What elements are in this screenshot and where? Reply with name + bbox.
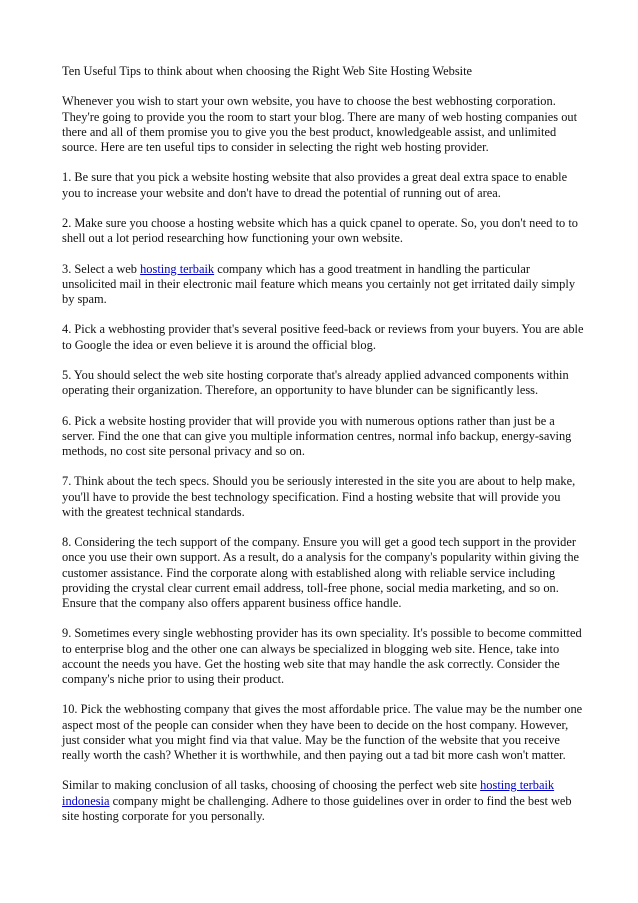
tip-5-paragraph: 5. You should select the web site hosting corporate that's already applied advanced components within operating their organization. Therefore, an opportunity to have blunder can be significantly less. xyxy=(62,367,569,398)
tip-10-paragraph: 10. Pick the webhosting company that gives the most affordable price. The value may be the number one aspect most of the people can consider when they have been to decide on the host company. However, just consider what you might find via that value. May be the function of the website that you receive really worth the cash? Whether it is worthwhile, and then paying out a tad bit more cash won't matter. xyxy=(62,702,583,762)
tip-8-paragraph: 8. Considering the tech support of the company. Ensure you will get a good tech support in the provider once you use their own support. As a result, do a analysis for the company's popularity within giving the customer assistance. Find the corporate along with established along with reliable service including providing the crystal clear current email address, toll-free phone, social media marketing, and so on. Ensure that the company also offers apparent business office handle. xyxy=(62,535,580,610)
tip-9-paragraph: 9. Sometimes every single webhosting provider has its own speciality. It's possible to become committed to enterprise blog and the other one can always be specialized in blogging web site. Hence, take into account the needs you have. Get the hosting web site that may handle the ask correctly. Consider the company's niche prior to using their product. xyxy=(62,626,582,686)
hosting-terbaik-indonesia-link[interactable]: hosting terbaik indonesia xyxy=(62,778,555,808)
document-title: Ten Useful Tips to think about when choosing the Right Web Site Hosting Website xyxy=(62,64,473,78)
tip-3-text-after: company which has a good treatment in handling the particular unsolicited mail in their electronic mail feature which means you certainly not get irritated daily simply by spam. xyxy=(62,261,576,306)
conclusion-text-after: company might be challenging. Adhere to those guidelines over in order to find the best web site hosting corporate for you personally. xyxy=(62,793,572,823)
tip-2-paragraph: 2. Make sure you choose a hosting website which has a quick cpanel to operate. So, you don't need to to shell out a lot period researching how functioning your own website. xyxy=(62,215,578,246)
tip-1-paragraph: 1. Be sure that you pick a website hosting website that also provides a great deal extra space to enable you to increase your website and don't have to dread the potential of running out of area. xyxy=(62,170,568,200)
tip-4-paragraph: 4. Pick a webhosting provider that's several positive feed-back or reviews from your buyers. You are able to Google the idea or even believe it is around the official blog. xyxy=(62,322,584,352)
tip-3-text-before: 3. Select a web xyxy=(62,261,141,276)
tip-6-paragraph: 6. Pick a website hosting provider that will provide you with numerous options rather than just be a server. Find the one that can give you multiple information centres, normal info backup, energy-saving methods, no cost site personal privacy and so on. xyxy=(62,413,572,458)
conclusion-paragraph xyxy=(62,778,584,824)
conclusion-text-before: Similar to making conclusion of all tasks, choosing of choosing the perfect web site xyxy=(62,778,481,793)
intro-paragraph: Whenever you wish to start your own website, you have to choose the best webhosting corporation. They're going to provide you the room to start your blog. There are many of web hosting companies out there and all of them promise you to give you the best product, knowledgeable assist, and unlimited source. Here are ten useful tips to consider in selecting the right web hosting provider. xyxy=(62,94,578,154)
hosting-terbaik-link[interactable]: hosting terbaik xyxy=(140,261,215,276)
tip-3-paragraph xyxy=(62,262,584,308)
document-page xyxy=(62,64,584,839)
tip-7-paragraph: 7. Think about the tech specs. Should you be seriously interested in the site you are about to help make, you'll have to provide the best technology specification. Find a hosting website that will provide you with the greatest technical standards. xyxy=(62,474,576,519)
